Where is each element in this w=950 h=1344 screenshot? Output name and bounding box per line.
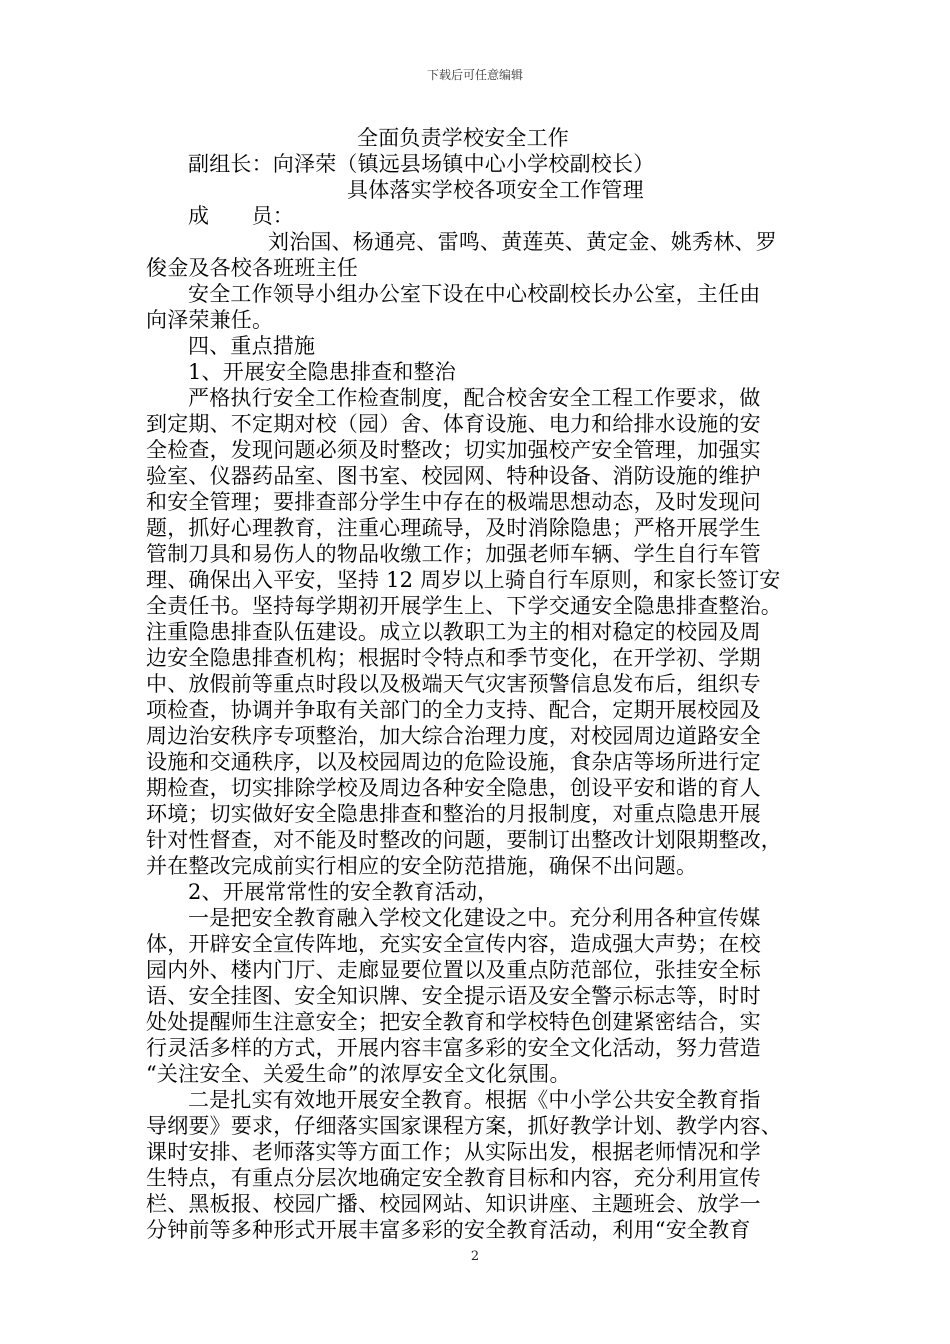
text-line: 全检查，发现问题必须及时整改；切实加强校产安全管理，加强实 xyxy=(146,438,761,462)
text-line: 二是扎实有效地开展安全教育。根据《中小学公共安全教育指 xyxy=(188,1088,761,1112)
text-line: 到定期、不定期对校（园）舍、体育设施、电力和给排水设施的安 xyxy=(146,412,761,436)
text-line: 严格执行安全工作检查制度，配合校舍安全工程工作要求，做 xyxy=(188,386,761,410)
text-line: 成 员： xyxy=(188,204,294,228)
text-line: 俊金及各校各班班主任 xyxy=(146,256,358,280)
page-header: 下载后可任意编辑 xyxy=(426,68,523,82)
text-line: 栏、黑板报、校园广播、校园网站、知识讲座、主题班会、放学一 xyxy=(146,1192,761,1216)
text-line: 理、确保出入平安，坚持 12 周岁以上骑自行车原则，和家长签订安 xyxy=(146,568,781,592)
text-line: 1、开展安全隐患排查和整治 xyxy=(188,360,456,384)
text-line: 导纲要》要求，仔细落实国家课程方案，抓好教学计划、教学内容、 xyxy=(146,1114,782,1138)
text-line: 2、开展常常性的安全教育活动， xyxy=(188,880,499,904)
text-line: 全面负责学校安全工作 xyxy=(357,126,569,150)
text-line: 中、放假前等重点时段以及极端天气灾害预警信息发布后，组织专 xyxy=(146,672,761,696)
text-line: 和安全管理；要排查部分学生中存在的极端思想动态，及时发现问 xyxy=(146,490,761,514)
text-line: 验室、仪器药品室、图书室、校园网、特种设备、消防设施的维护 xyxy=(146,464,761,488)
text-line: 行灵活多样的方式，开展内容丰富多彩的安全文化活动，努力营造 xyxy=(146,1036,761,1060)
text-line: 注重隐患排查队伍建设。成立以教职工为主的相对稳定的校园及周 xyxy=(146,620,761,644)
text-line: 一是把安全教育融入学校文化建设之中。充分利用各种宣传媒 xyxy=(188,906,761,930)
text-line: 全责任书。坚持每学期初开展学生上、下学交通安全隐患排查整治。 xyxy=(146,594,782,618)
text-line: 环境；切实做好安全隐患排查和整治的月报制度，对重点隐患开展 xyxy=(146,802,761,826)
text-line: 针对性督查，对不能及时整改的问题，要制订出整改计划限期整改， xyxy=(146,828,782,852)
text-line: 生特点，有重点分层次地确定安全教育目标和内容，充分利用宣传 xyxy=(146,1166,761,1190)
text-line: 园内外、楼内门厅、走廊显要位置以及重点防范部位，张挂安全标 xyxy=(146,958,761,982)
text-line: 设施和交通秩序，以及校园周边的危险设施，食杂店等场所进行定 xyxy=(146,750,761,774)
text-line: 体，开辟安全宣传阵地，充实安全宣传内容，造成强大声势；在校 xyxy=(146,932,761,956)
text-line: 具体落实学校各项安全工作管理 xyxy=(347,178,644,202)
text-line: 管制刀具和易伤人的物品收缴工作；加强老师车辆、学生自行车管 xyxy=(146,542,761,566)
text-line: 四、重点措施 xyxy=(188,334,316,358)
text-line: 期检查，切实排除学校及周边各种安全隐患，创设平安和谐的育人 xyxy=(146,776,761,800)
text-line: 并在整改完成前实行相应的安全防范措施，确保不出问题。 xyxy=(146,854,698,878)
page-number: 2 xyxy=(470,1249,480,1264)
text-line: 项检查，协调并争取有关部门的全力支持、配合，定期开展校园及 xyxy=(146,698,761,722)
text-line: 课时安排、老师落实等方面工作；从实际出发，根据老师情况和学 xyxy=(146,1140,761,1164)
text-line: “关注安全、关爱生命”的浓厚安全文化氛围。 xyxy=(146,1062,571,1086)
text-line: 安全工作领导小组办公室下设在中心校副校长办公室，主任由 xyxy=(188,282,761,306)
text-line: 处处提醒师生注意安全；把安全教育和学校特色创建紧密结合，实 xyxy=(146,1010,761,1034)
text-line: 分钟前等多种形式开展丰富多彩的安全教育活动，利用“安全教育 xyxy=(146,1218,751,1242)
text-line: 题，抓好心理教育，注重心理疏导，及时消除隐患；严格开展学生 xyxy=(146,516,761,540)
text-line: 刘治国、杨通亮、雷鸣、黄莲英、黄定金、姚秀林、罗 xyxy=(268,230,777,254)
text-line: 副组长：向泽荣（镇远县场镇中心小学校副校长） xyxy=(188,152,655,176)
text-line: 语、安全挂图、安全知识牌、安全提示语及安全警示标志等，时时 xyxy=(146,984,761,1008)
text-line: 边安全隐患排查机构；根据时令特点和季节变化，在开学初、学期 xyxy=(146,646,761,670)
text-line: 周边治安秩序专项整治，加大综合治理力度，对校园周边道路安全 xyxy=(146,724,761,748)
text-line: 向泽荣兼任。 xyxy=(146,308,274,332)
